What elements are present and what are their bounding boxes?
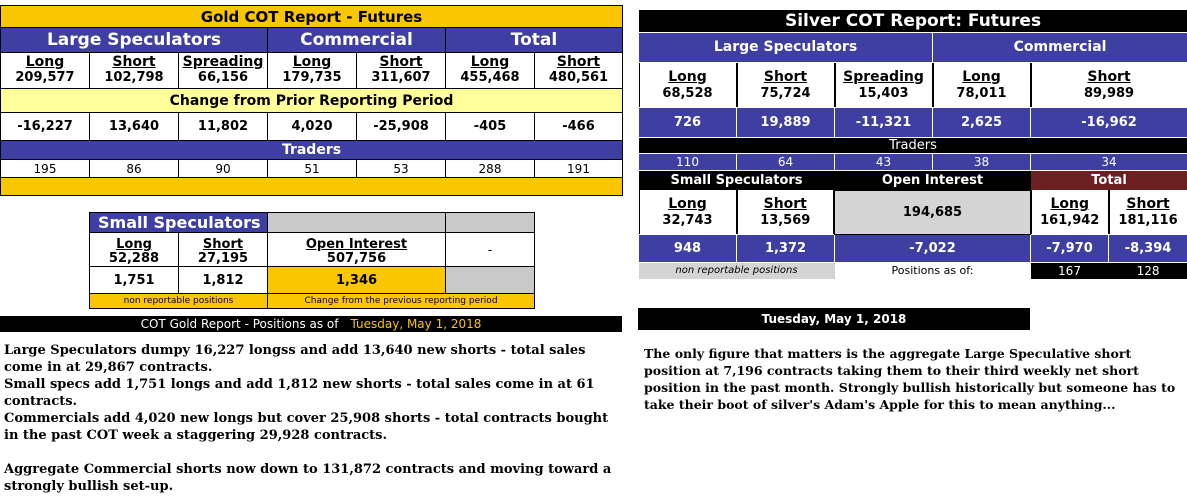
commentary-paragraph: The only figure that matters is the aggregate Large Speculative short position at 7,196 contracts taking them to their third weekly net short position in the past month. Strongly bullish historically but someone has to take their boot of silver's Adam's Apple for this to mean anything... bbox=[644, 346, 1176, 412]
traders-value: 38 bbox=[933, 153, 1031, 170]
silver-small-total-row bbox=[639, 190, 1187, 235]
commentary-paragraph: Small specs add 1,751 longs and add 1,812 new shorts - total sales come in at 61 contracts. bbox=[4, 377, 595, 409]
gold-small-speculators-table bbox=[89, 212, 623, 309]
column-label: Short bbox=[1031, 63, 1187, 85]
silver-open-interest-value: 194,685 bbox=[835, 190, 1031, 235]
gold-note-change: Change from the previous reporting period bbox=[268, 294, 535, 309]
position-value: 161,942 bbox=[1031, 212, 1109, 234]
position-value: 179,735 bbox=[282, 70, 342, 85]
gold-cell bbox=[1, 53, 90, 89]
traders-value: 110 bbox=[639, 153, 737, 170]
silver-group-commercial: Commercial bbox=[933, 32, 1187, 62]
traders-value: 195 bbox=[1, 160, 90, 178]
gold-blank-cell bbox=[535, 233, 623, 267]
position-value: 13,569 bbox=[737, 212, 835, 234]
column-label: Long bbox=[292, 54, 332, 70]
column-label: Short bbox=[737, 190, 835, 212]
change-value: -25,908 bbox=[357, 113, 446, 141]
position-value: 27,195 bbox=[197, 251, 249, 266]
column-label: Long bbox=[116, 237, 152, 252]
change-value: 19,889 bbox=[737, 107, 835, 137]
silver-cot-table bbox=[638, 10, 1187, 279]
column-label: Long bbox=[25, 54, 65, 70]
gold-cell bbox=[90, 53, 179, 89]
gold-open-interest-cell bbox=[268, 233, 446, 267]
traders-value: 43 bbox=[835, 153, 933, 170]
change-value: -7,022 bbox=[835, 235, 1031, 263]
gold-change-row bbox=[1, 113, 623, 141]
gold-cell bbox=[535, 53, 623, 89]
silver-positions-as-of: Positions as of: bbox=[835, 263, 1031, 279]
silver-traders-title: Traders bbox=[639, 137, 1187, 153]
change-value: -8,394 bbox=[1109, 235, 1187, 263]
gold-position-row bbox=[1, 53, 623, 89]
change-value: 1,812 bbox=[179, 267, 268, 294]
position-value: 102,798 bbox=[104, 70, 164, 85]
change-value: 13,640 bbox=[90, 113, 179, 141]
position-value: 32,743 bbox=[639, 212, 737, 234]
position-value: 181,116 bbox=[1109, 212, 1187, 234]
gold-traders-title: Traders bbox=[1, 141, 623, 160]
gold-cell bbox=[268, 53, 357, 89]
change-value: -405 bbox=[446, 113, 535, 141]
column-label: Long bbox=[470, 54, 510, 70]
position-value: 89,989 bbox=[1031, 85, 1187, 107]
gold-small-short-cell bbox=[179, 233, 268, 267]
traders-value: 34 bbox=[1031, 153, 1187, 170]
change-value: -11,321 bbox=[835, 107, 933, 137]
traders-value: 90 bbox=[179, 160, 268, 178]
change-value: 2,625 bbox=[933, 107, 1031, 137]
position-value: 68,528 bbox=[639, 85, 737, 107]
change-value: 11,802 bbox=[179, 113, 268, 141]
gold-blank-cell bbox=[535, 267, 623, 294]
open-interest-value: 507,756 bbox=[326, 251, 387, 266]
gold-cell bbox=[446, 53, 535, 89]
silver-cell bbox=[933, 62, 1031, 107]
column-label: Short bbox=[112, 54, 156, 70]
silver-cell bbox=[835, 62, 933, 107]
silver-total-traders: 128 bbox=[1109, 263, 1187, 279]
gold-title: Gold COT Report - Futures bbox=[1, 6, 623, 28]
gold-group-commercial: Commercial bbox=[268, 28, 446, 53]
position-value: 75,724 bbox=[737, 85, 835, 107]
silver-total-title: Total bbox=[1031, 170, 1187, 190]
change-value: 948 bbox=[639, 235, 737, 263]
gold-footer-label: COT Gold Report - Positions as of bbox=[140, 317, 339, 331]
gold-small-change-row bbox=[90, 267, 623, 294]
silver-traders-row bbox=[639, 153, 1187, 170]
column-label: Long bbox=[639, 63, 737, 85]
change-value: -466 bbox=[535, 113, 623, 141]
position-value: 15,403 bbox=[835, 85, 933, 107]
gold-cot-table bbox=[0, 5, 623, 196]
gold-group-large-speculators: Large Speculators bbox=[1, 28, 268, 53]
gold-cell bbox=[357, 53, 446, 89]
gold-note-nonreportable: non reportable positions bbox=[90, 294, 268, 309]
column-label: Short bbox=[737, 63, 835, 85]
traders-value: 191 bbox=[535, 160, 623, 178]
gold-traders-row bbox=[1, 160, 623, 178]
silver-small-speculators-title: Small Speculators bbox=[639, 170, 835, 190]
gold-separator-bar bbox=[1, 178, 623, 196]
silver-footer-date: Tuesday, May 1, 2018 bbox=[638, 308, 1030, 330]
position-value: 52,288 bbox=[108, 251, 160, 266]
change-value: 4,020 bbox=[268, 113, 357, 141]
gold-blank-cell bbox=[535, 213, 623, 233]
silver-commentary bbox=[644, 345, 1184, 413]
silver-cell bbox=[737, 62, 835, 107]
gold-change-title: Change from Prior Reporting Period bbox=[1, 89, 623, 113]
gold-small-title: Small Speculators bbox=[90, 213, 268, 233]
silver-cell bbox=[639, 190, 737, 235]
change-value: 1,372 bbox=[737, 235, 835, 263]
column-label: Long bbox=[1031, 190, 1109, 212]
silver-change-row bbox=[639, 107, 1187, 137]
silver-change-row-2 bbox=[639, 235, 1187, 263]
position-value: 455,468 bbox=[460, 70, 520, 85]
column-label: Short bbox=[1109, 190, 1187, 212]
column-label: Long bbox=[639, 190, 737, 212]
gold-gray-cell bbox=[446, 213, 535, 233]
commentary-paragraph: Large Speculators dumpy 16,227 longss and add 13,640 new shorts - total sales come in at 29,867 contracts. bbox=[4, 343, 586, 375]
gold-commentary bbox=[4, 342, 614, 495]
silver-total-traders: 167 bbox=[1031, 263, 1109, 279]
gold-group-total: Total bbox=[446, 28, 623, 53]
silver-position-row bbox=[639, 62, 1187, 107]
silver-group-large-speculators: Large Speculators bbox=[639, 32, 933, 62]
commentary-paragraph: Commercials add 4,020 new longs but cover 25,908 shorts - total contracts bought in the past COT week a staggering 29,928 contracts. bbox=[4, 411, 609, 443]
change-value: -16,962 bbox=[1031, 107, 1187, 137]
open-interest-change: 1,346 bbox=[268, 267, 446, 294]
silver-title: Silver COT Report: Futures bbox=[639, 10, 1187, 32]
position-value: 78,011 bbox=[933, 85, 1031, 107]
position-value: 209,577 bbox=[15, 70, 75, 85]
traders-value: 288 bbox=[446, 160, 535, 178]
gold-cell bbox=[179, 53, 268, 89]
gold-dash-cell: - bbox=[446, 233, 535, 267]
silver-cell bbox=[737, 190, 835, 235]
traders-value: 53 bbox=[357, 160, 446, 178]
column-label: Short bbox=[556, 54, 601, 70]
change-value: -16,227 bbox=[1, 113, 90, 141]
column-label: Spreading bbox=[182, 54, 264, 70]
change-value: 1,751 bbox=[90, 267, 179, 294]
change-value: -7,970 bbox=[1031, 235, 1109, 263]
gold-gray-cell bbox=[446, 267, 535, 294]
gold-small-long-cell bbox=[90, 233, 179, 267]
gold-footer bbox=[0, 316, 622, 332]
silver-cell bbox=[1031, 190, 1109, 235]
position-value: 311,607 bbox=[371, 70, 431, 85]
gold-blank-cell bbox=[535, 294, 623, 309]
change-value: 726 bbox=[639, 107, 737, 137]
silver-cell bbox=[639, 62, 737, 107]
silver-cell bbox=[1109, 190, 1187, 235]
traders-value: 86 bbox=[90, 160, 179, 178]
silver-cell bbox=[1031, 62, 1187, 107]
position-value: 480,561 bbox=[548, 70, 609, 85]
traders-value: 64 bbox=[737, 153, 835, 170]
column-label: Spreading bbox=[835, 63, 933, 85]
column-label: Open Interest bbox=[305, 237, 408, 252]
gold-gray-cell bbox=[268, 213, 446, 233]
column-label: Short bbox=[202, 237, 244, 252]
column-label: Short bbox=[379, 54, 423, 70]
traders-value: 51 bbox=[268, 160, 357, 178]
silver-open-interest-title: Open Interest bbox=[835, 170, 1031, 190]
commentary-paragraph: Aggregate Commercial shorts now down to 131,872 contracts and moving toward a strongly bullish set-up. bbox=[4, 462, 612, 494]
position-value: 66,156 bbox=[197, 70, 249, 85]
silver-note-nonreportable: non reportable positions bbox=[639, 263, 835, 279]
gold-footer-date: Tuesday, May 1, 2018 bbox=[350, 317, 482, 331]
column-label: Long bbox=[933, 63, 1031, 85]
